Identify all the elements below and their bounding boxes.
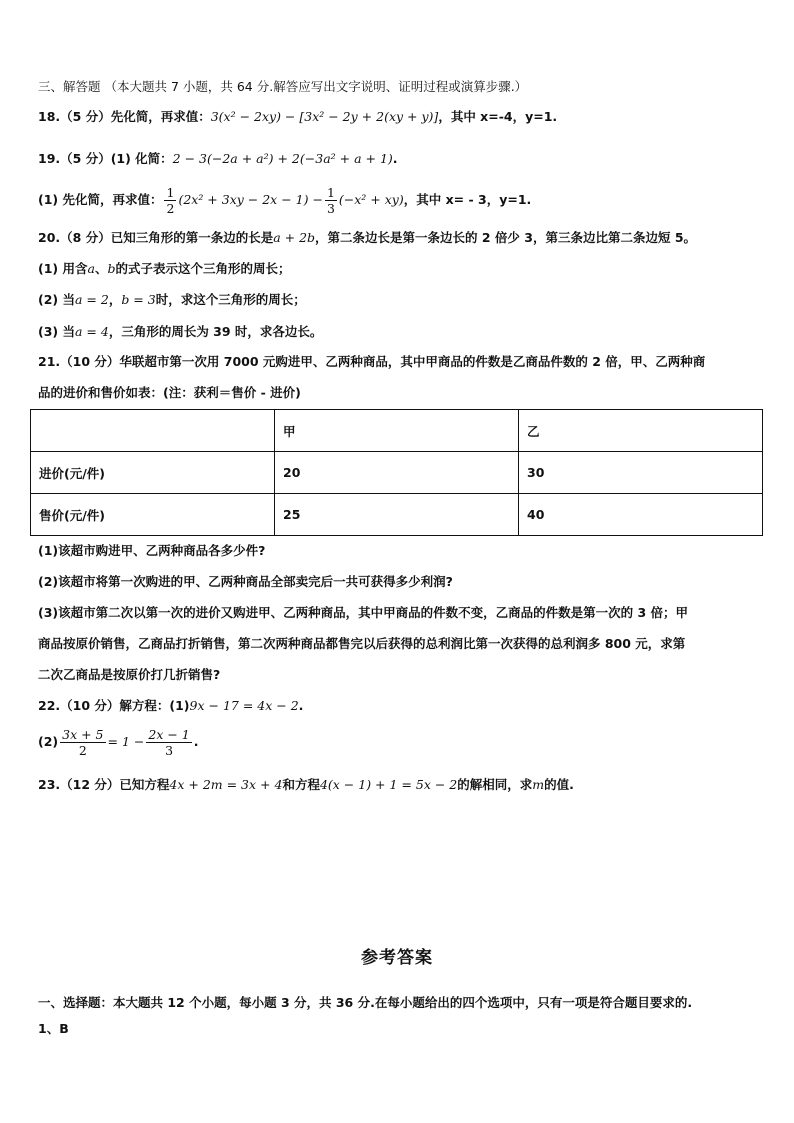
q22-end-2: .	[193, 734, 199, 749]
condition-b: b = 3	[121, 292, 156, 307]
table-cell: 20	[275, 452, 519, 494]
section-heading: 三、解答题 （本大题共 7 小题，共 64 分.解答应写出文字说明、证明过程或演算步骤.）	[38, 79, 528, 94]
q19-fraction-third	[325, 185, 337, 216]
q20-p3-suffix: ，三角形的周长为 39 时，求各边长。	[108, 324, 323, 339]
q19-expression: 2 − 3(−2a + a²) + 2(−3a² + a + 1)	[172, 151, 393, 166]
fraction-numerator: 1	[326, 185, 335, 200]
q20-suffix: ，第二条边长是第一条边长的 2 倍少 3，第三条边比第二条边短 5。	[315, 230, 697, 245]
q22-equation-1: 9x − 17 = 4x − 2	[189, 698, 299, 713]
separator: ，	[108, 292, 122, 307]
fraction-numerator: 1	[166, 185, 175, 200]
q20-p3-prefix: (3) 当	[38, 324, 75, 339]
q23-suffix: 的解相同，求	[457, 777, 533, 792]
question-22-part-2	[38, 722, 199, 762]
condition-a: a = 2	[74, 292, 109, 307]
q20-p2-suffix: 时，求这个三角形的周长；	[155, 292, 306, 307]
q20-p2-prefix: (2) 当	[38, 292, 75, 307]
q20-expression: a + 2b	[273, 230, 316, 245]
answers-section-1: 一、选择题：本大题共 12 个小题，每小题 3 分，共 36 分.在每小题给出的四个选项中，只有一项是符合题目要求的.	[38, 995, 693, 1010]
question-23	[38, 775, 574, 795]
question-20-part-1	[38, 259, 290, 279]
q23-equation-2: 4(x − 1) + 1 = 5x − 2	[319, 777, 458, 792]
q19-sub-prefix: (1) 先化简，再求值：	[38, 192, 163, 207]
q20-prefix: 20.（8 分）已知三角形的第一条边的长是	[38, 230, 274, 245]
q22-end-1: .	[298, 698, 304, 713]
q22-prefix: 22.（10 分）解方程：(1)	[38, 698, 190, 713]
question-21-part-3-line-2: 商品按原价销售，乙商品打折销售，第二次两种商品都售完以后获得的总利润比第一次获得的总利润多 800 元，求第	[38, 636, 686, 651]
q22-fraction-1	[60, 727, 105, 758]
table-cell: 40	[519, 494, 763, 536]
question-20-part-3	[38, 322, 322, 342]
q19-end: .	[392, 151, 398, 166]
question-21-line-1: 21.（10 分）华联超市第一次用 7000 元购进甲、乙两种商品，其中甲商品的件数是乙商品件数的 2 倍，甲、乙两种商	[38, 354, 706, 369]
var-a: a	[87, 261, 95, 276]
q18-suffix: ，其中 x=-4，y=1.	[438, 109, 558, 124]
table-row-label: 售价(元/件)	[31, 494, 275, 536]
question-21-part-1: (1)该超市购进甲、乙两种商品各多少件?	[38, 543, 266, 558]
table-cell	[31, 410, 275, 452]
question-19-part	[38, 182, 531, 218]
fraction-denominator: 2	[166, 201, 175, 216]
condition-a: a = 4	[74, 324, 109, 339]
question-19	[38, 149, 398, 169]
question-21-part-3-line-3: 二次乙商品是按原价打几折销售?	[38, 667, 221, 682]
q19-fraction-half	[164, 185, 176, 216]
table-cell: 25	[275, 494, 519, 536]
var-b: b	[107, 261, 116, 276]
q20-p1-suffix: 的式子表示这个三角形的周长；	[115, 261, 291, 276]
q22-fraction-2	[146, 727, 191, 758]
separator: 、	[94, 261, 108, 276]
question-21-part-3-line-1: (3)该超市第二次以第一次的进价又购进甲、乙两种商品，其中甲商品的件数不变，乙商品的件数是第一次的 3 倍；甲	[38, 605, 689, 620]
question-18	[38, 107, 557, 127]
fraction-denominator: 2	[78, 743, 87, 758]
q22-p2-prefix: (2)	[38, 734, 59, 749]
question-21-line-2: 品的进价和售价如表：(注：获利＝售价 - 进价)	[38, 385, 301, 400]
q23-end: 的值.	[544, 777, 574, 792]
q19-sub-suffix: ，其中 x= - 3，y=1.	[403, 192, 532, 207]
fraction-numerator: 3x + 5	[62, 727, 104, 742]
q23-prefix: 23.（12 分）已知方程	[38, 777, 170, 792]
table-row-label: 进价(元/件)	[31, 452, 275, 494]
answer-1: 1、B	[38, 1021, 69, 1036]
table-header-cell: 甲	[275, 410, 519, 452]
q22-mid: = 1 −	[107, 734, 145, 749]
answers-heading: 参考答案	[361, 948, 433, 968]
question-20	[38, 228, 696, 248]
q19-expr-mid: (2x² + 3xy − 2x − 1) −	[178, 192, 323, 207]
q19-prefix: 19.（5 分）(1) 化简：	[38, 151, 173, 166]
q23-mid: 和方程	[282, 777, 320, 792]
q19-expr-end: (−x² + xy)	[338, 192, 404, 207]
table-header-cell: 乙	[519, 410, 763, 452]
table-cell: 30	[519, 452, 763, 494]
fraction-denominator: 3	[326, 201, 335, 216]
q18-prefix: 18.（5 分）先化简，再求值：	[38, 109, 211, 124]
var-m: m	[532, 777, 545, 792]
question-21-part-2: (2)该超市将第一次购进的甲、乙两种商品全部卖完后一共可获得多少利润?	[38, 574, 453, 589]
price-table	[30, 409, 763, 536]
fraction-numerator: 2x − 1	[148, 727, 190, 742]
question-22	[38, 696, 303, 716]
q20-p1-prefix: (1) 用含	[38, 261, 88, 276]
table-row	[31, 494, 763, 536]
q18-expression: 3(x² − 2xy) − [3x² − 2y + 2(xy + y)]	[210, 109, 439, 124]
question-20-part-2	[38, 290, 306, 310]
table-row	[31, 452, 763, 494]
q23-equation-1: 4x + 2m = 3x + 4	[169, 777, 283, 792]
fraction-denominator: 3	[165, 743, 174, 758]
table-header-row	[31, 410, 763, 452]
